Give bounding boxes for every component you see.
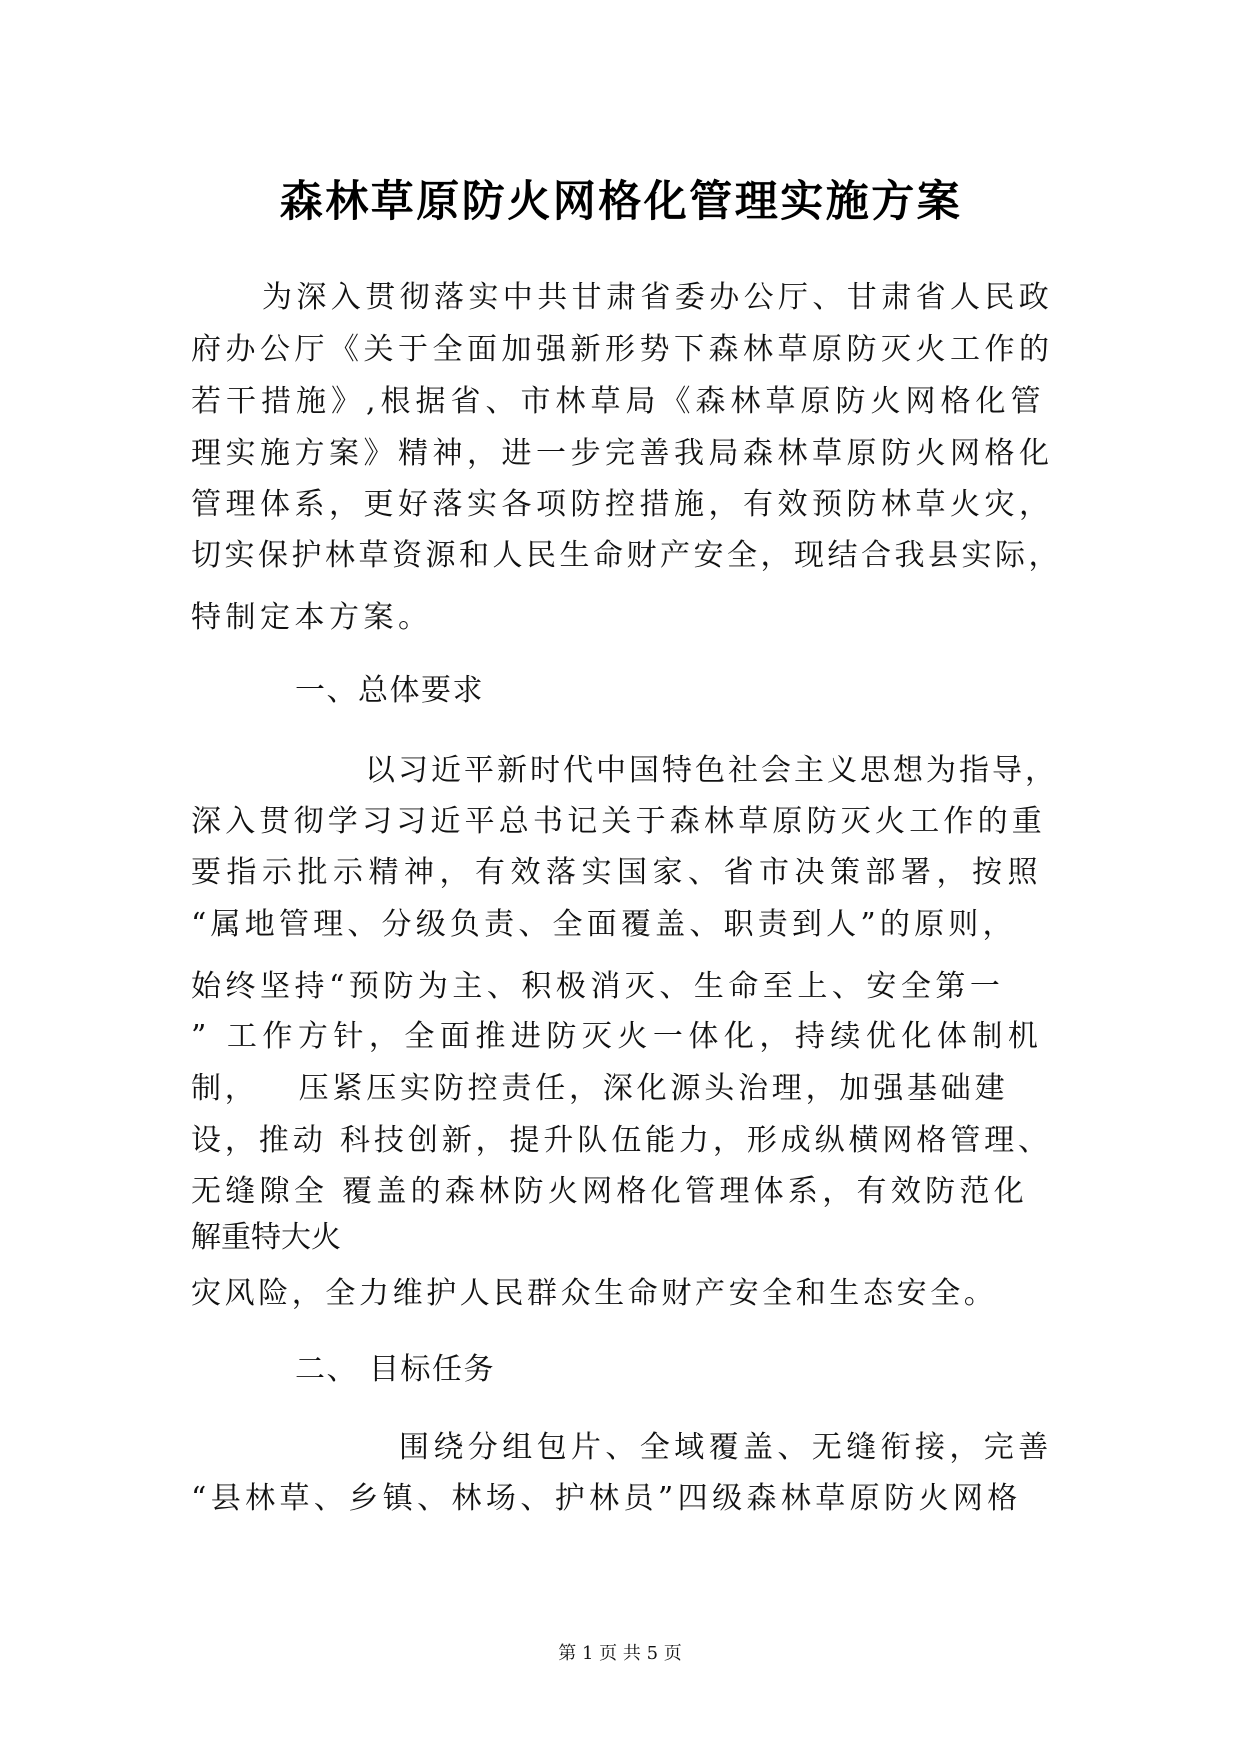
body-line: 无缝隙全 覆盖的森林防火网格化管理体系，有效防范化	[191, 1174, 1029, 1209]
page-footer: 第 1 页 共 5 页	[558, 1643, 682, 1664]
body-line: 为深入贯彻落实中共甘肃省委办公厅、甘肃省人民政	[262, 280, 1054, 315]
body-line: 要指示批示精神，有效落实国家、省市决策部署，按照	[191, 855, 1043, 890]
body-line: 理实施方案》精神，进一步完善我局森林草原防火网格化	[191, 436, 1054, 471]
section-heading-goals-and-tasks: 二、 目标任务	[295, 1352, 496, 1387]
section-heading-general-requirements: 一、总体要求	[295, 673, 484, 708]
body-line: 解重特大火	[191, 1220, 341, 1255]
body-line: 管理体系，更好落实各项防控措施，有效预防林草火灾，	[191, 487, 1054, 522]
body-line: 制， 压紧压实防控责任，深化源头治理，加强基础建	[191, 1071, 1009, 1106]
body-line: 灾风险，全力维护人民群众生命财产安全和生态安全。	[191, 1276, 998, 1311]
body-line: 设，推动 科技创新，提升队伍能力，形成纵横网格管理、	[191, 1123, 1052, 1158]
body-line: “县林草、乡镇、林场、护林员”四级森林草原防火网格	[191, 1481, 1022, 1516]
body-line: 府办公厅《关于全面加强新形势下森林草原防灭火工作的	[191, 332, 1054, 367]
body-line: 始终坚持“预防为主、积极消灭、生命至上、安全第一	[191, 969, 1005, 1004]
body-line: 以习近平新时代中国特色社会主义思想为指导，	[365, 753, 1058, 788]
body-line: “属地管理、分级负责、全面覆盖、职责到人”的原则，	[191, 907, 1017, 942]
body-line: 特制定本方案。	[191, 600, 433, 635]
body-line: 围绕分组包片、全域覆盖、无缝衔接，完善	[399, 1430, 1053, 1465]
body-line: 切实保护林草资源和人民生命财产安全，现结合我县实际，	[191, 538, 1062, 573]
body-line: ” 工作方针，全面推进防灭火一体化，持续优化体制机	[191, 1019, 1044, 1054]
body-line: 深入贯彻学习习近平总书记关于森林草原防灭火工作的重	[191, 804, 1046, 839]
document-title: 森林草原防火网格化管理实施方案	[279, 177, 963, 227]
body-line: 若干措施》,根据省、市林草局《森林草原防火网格化管	[191, 384, 1046, 419]
